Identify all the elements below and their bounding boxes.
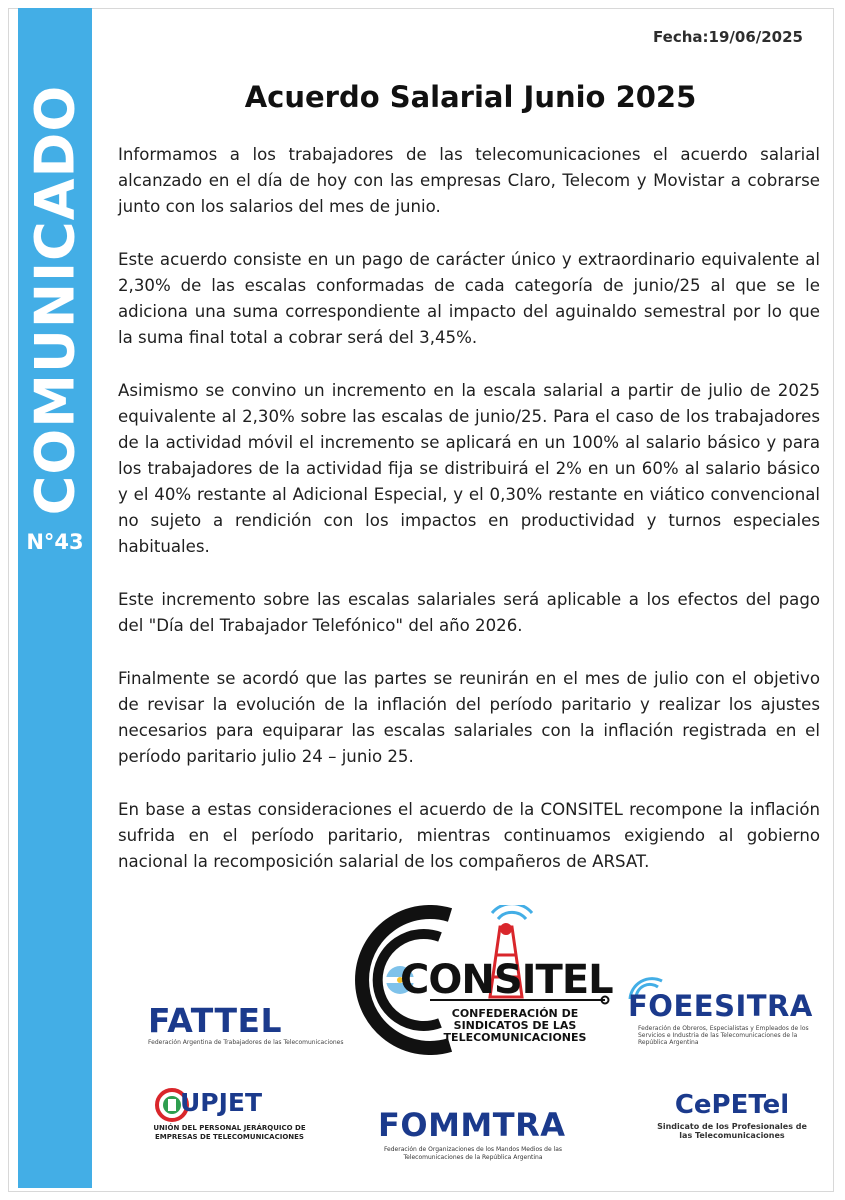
date-label: Fecha:19/06/2025 <box>653 28 803 46</box>
side-label-comunicado: COMUNICADO <box>23 84 87 516</box>
cepetel-name: CePETel <box>674 1090 790 1120</box>
fattel-subtitle: Federación Argentina de Trabajadores de las Telecomunicaciones <box>148 1039 344 1046</box>
paragraph-3: Asimismo se convino un incremento en la escala salarial a partir de julio de 2025 equivalente al 2,30% sobre las escalas de junio/25. Para el caso de los trabajadores de la actividad móvil el incremento se aplicará en un 100% al salario básico y para los trabajadores de la actividad fija se distribuirá el 2% en un 60% al salario básico y el 40% restante al Adicional Especial, y el 0,30% restante en viático convencional no sujeto a rendición con los impactos en productividad y turnos especiales habituales. <box>118 381 820 556</box>
consitel-subtitle: CONFEDERACIÓN DE SINDICATOS DE LAS TELECOMUNICACIONES <box>443 1007 587 1044</box>
fommtra-subtitle: Federación de Organizaciones de los Mandos Medios de las Telecomunicaciones de la República Argentina <box>383 1146 563 1161</box>
paragraph-6: En base a estas consideraciones el acuerdo de la CONSITEL recompone la inflación sufrida en el período paritario, mientras continuamos exigiendo al gobierno nacional la recomposición salarial de los compañeros de ARSAT. <box>118 800 820 871</box>
foeesitra-subtitle: Federación de Obreros, Especialistas y Empleados de los Servicios e Industria de las Telecomunicaciones de la República Argentina <box>638 1025 809 1046</box>
paragraph-2: Este acuerdo consiste en un pago de carácter único y extraordinario equivalente al 2,30% de las escalas conformadas de cada categoría de junio/25 al que se le adiciona una suma correspondiente al impacto del aguinaldo semestral por lo que la suma final total a cobrar será del 3,45%. <box>118 250 820 347</box>
fattel-name: FATTEL <box>148 1001 283 1040</box>
page-title: Acuerdo Salarial Junio 2025 <box>244 80 697 114</box>
cepetel-subtitle: Sindicato de los Profesionales de las Telecomunicaciones <box>657 1122 807 1140</box>
paragraph-4: Este incremento sobre las escalas salariales será aplicable a los efectos del pago del "Día del Trabajador Telefónico" del año 2026. <box>118 590 820 635</box>
consitel-logo <box>330 905 615 1055</box>
fattel-logo <box>148 1001 344 1046</box>
foeesitra-name: FOEESITRA <box>628 989 813 1023</box>
fommtra-logo <box>378 1108 568 1162</box>
cepetel-logo <box>652 1090 812 1140</box>
paragraph-1: Informamos a los trabajadores de las telecomunicaciones el acuerdo salarial alcanzado en el día de hoy con las empresas Claro, Telecom y Movistar a cobrarse junto con los salarios del mes de junio. <box>118 145 820 216</box>
body-text <box>118 142 820 902</box>
fommtra-name: FOMMTRA <box>378 1106 566 1144</box>
upjet-name: UPJET <box>180 1088 263 1117</box>
communique-number: N°43 <box>26 530 84 554</box>
upjet-subtitle: UNIÓN DEL PERSONAL JERÁRQUICO DE EMPRESAS DE TELECOMUNICACIONES <box>153 1124 306 1141</box>
consitel-name: CONSITEL <box>400 957 613 1003</box>
paragraph-5: Finalmente se acordó que las partes se reunirán en el mes de julio con el objetivo de revisar la evolución de la inflación del período paritario y realizar los ajustes necesarios para equiparar las escalas salariales con la inflación registrada en el período paritario julio 24 – junio 25. <box>118 669 820 766</box>
